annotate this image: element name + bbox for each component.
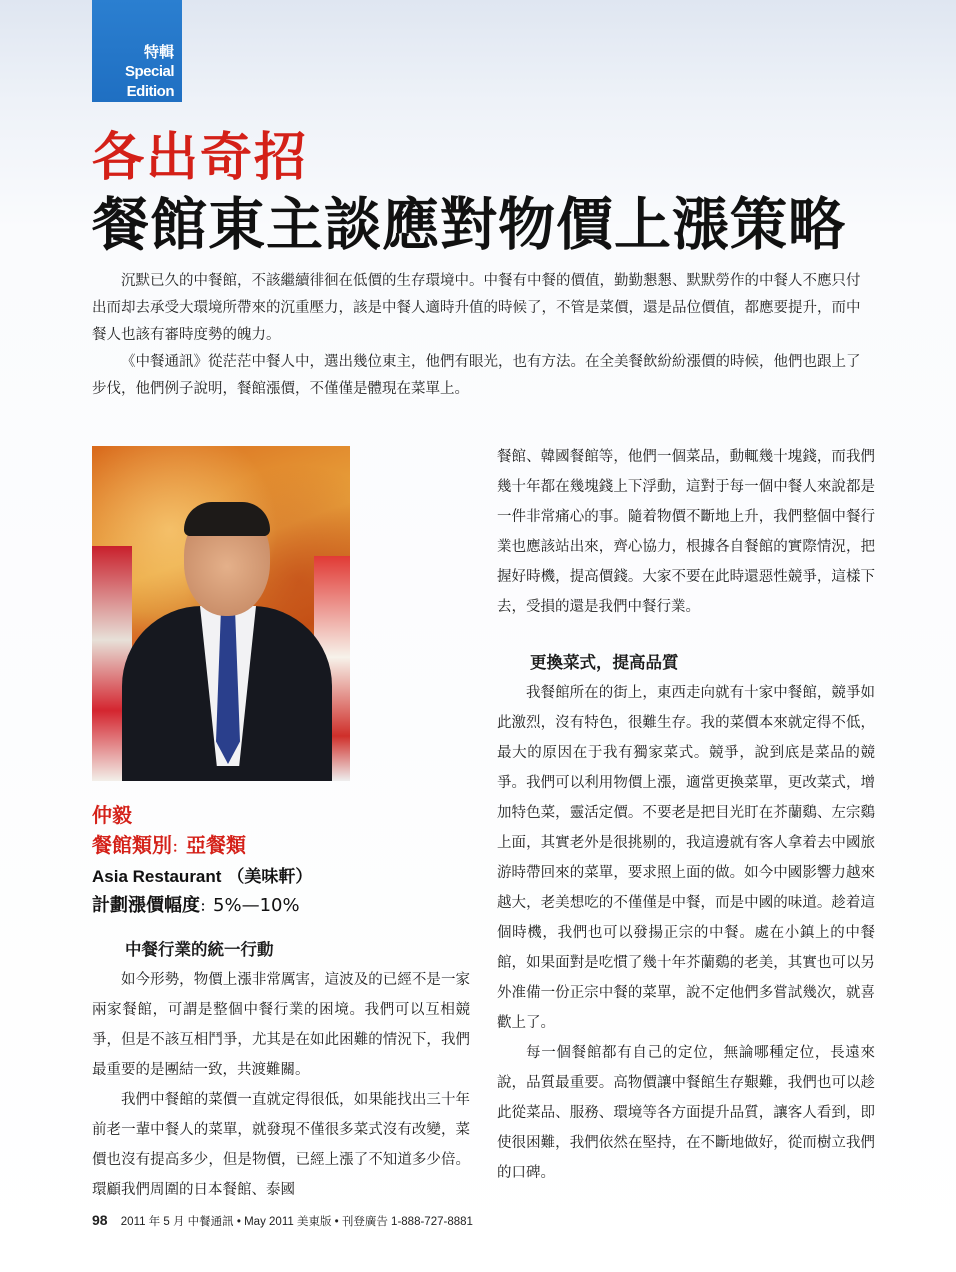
article-title-line2: 餐館東主談應對物價上漲策略: [92, 191, 846, 258]
owner-caption: [92, 800, 392, 923]
page-footer: [92, 1212, 473, 1229]
left-section-heading: 中餐行業的統一行動: [125, 940, 274, 959]
restaurant-name-zh: （美味軒）: [227, 867, 313, 887]
intro-paragraph-1: 沉默已久的中餐館，不該繼續徘徊在低價的生存環境中。中餐有中餐的價值，勤勤懇懇、默默勞作的中餐人不應只付出而却去承受大環境所帶來的沉重壓力，該是中餐人適時升值的時候了，不管是菜價，還是品位價值，都應要提升，而中餐人也該有審時度勢的魄力。: [92, 273, 861, 343]
restaurant-category: [92, 830, 392, 863]
page-number: 98: [92, 1212, 108, 1228]
plan-sep: ：: [200, 900, 214, 915]
owner-photo: [92, 446, 350, 781]
footer-text: 2011 年 5 月 中餐通訊 • May 2011 美東版 • 刊登廣告 1-888-727-8881: [120, 1216, 473, 1228]
right-paragraph-continued: 餐館、韓國餐館等，他們一個菜品，動輒幾十塊錢，而我們幾十年都在幾塊錢上下浮動，這對于每一個中餐人來說都是一件非常痛心的事。隨着物價不斷地上升，我們整個中餐行業也應該站出來，齊心協力，根據各自餐館的實際情況，把握好時機，提高價錢。大家不要在此時還惡性競爭，這樣下去，受損的還是我們中餐行業。: [497, 449, 875, 615]
right-paragraph-2: 每一個餐館都有自己的定位，無論哪種定位，長遠來說，品質最重要。高物價讓中餐館生存艱難，我們也可以趁此從菜品、服務、環境等各方面提升品質，讓客人看到，即使很困難，我們依然在堅持，在不斷地做好，從而樹立我們的口碑。: [497, 1045, 875, 1181]
plan-label: 計劃漲價幅度: [92, 895, 200, 916]
restaurant-name-en: Asia Restaurant: [92, 867, 222, 886]
plan-value: 5%—10%: [213, 895, 300, 916]
section-tab-en: Special Edition: [124, 63, 174, 100]
category-label: 餐館類別: [92, 833, 172, 857]
category-value: 亞餐類: [186, 833, 246, 857]
intro-paragraph-2: 《中餐通訊》從茫茫中餐人中，選出幾位東主，他們有眼光，也有方法。在全美餐飲紛紛漲價的時候，他們也跟上了步伐，他們例子說明，餐館漲價，不僅僅是體現在菜單上。: [92, 354, 861, 397]
owner-name: 仲毅: [92, 803, 132, 827]
left-column: [92, 935, 470, 1205]
price-increase-plan: [92, 891, 392, 923]
left-paragraph-2: 我們中餐館的菜價一直就定得很低，如果能找出三十年前老一輩中餐人的菜單，就發現不僅很多菜式沒有改變，菜價也沒有提高多少，但是物價，已經上漲了不知道多少倍。環顧我們周圍的日本餐館、泰國: [92, 1092, 470, 1198]
article-intro: [92, 268, 872, 403]
article-title-line1: 各出奇招: [92, 127, 309, 188]
right-column: [497, 442, 875, 1188]
right-paragraph-1: 我餐館所在的街上，東西走向就有十家中餐館，競爭如此激烈，沒有特色，很難生存。我的菜價本來就定得不低，最大的原因在于我有獨家菜式。競爭，說到底是菜品的競爭。我們可以利用物價上漲，適當更換菜單，更改菜式，增加特色菜，靈活定價。不要老是把目光盯在芥蘭鷄、左宗鷄上面，其實老外是很挑剔的，我這邊就有客人拿着去中國旅游時帶回來的菜單，要求照上面的做。如今中國影響力越來越大，老美想吃的不僅僅是中餐，而是中國的味道。趁着這個時機，我們也可以發揚正宗的中餐。處在小鎮上的中餐館，如果面對是吃慣了幾十年芥蘭鷄的老美，其實也可以另外准備一份正宗中餐的菜單，說不定他們多嘗試幾次，就喜歡上了。: [497, 685, 875, 1031]
category-sep: ：: [172, 840, 186, 856]
restaurant-name: [92, 863, 392, 891]
left-paragraph-1: 如今形勢，物價上漲非常厲害，這波及的已經不是一家兩家餐館，可謂是整個中餐行業的困境。我們可以互相競爭，但是不該互相鬥爭，尤其是在如此困難的情況下，我們最重要的是團結一致，共渡難關。: [92, 972, 470, 1078]
section-tab-zh: 特輯: [143, 43, 174, 61]
right-section-heading: 更換菜式，提高品質: [530, 653, 679, 672]
section-tab: [92, 0, 182, 102]
